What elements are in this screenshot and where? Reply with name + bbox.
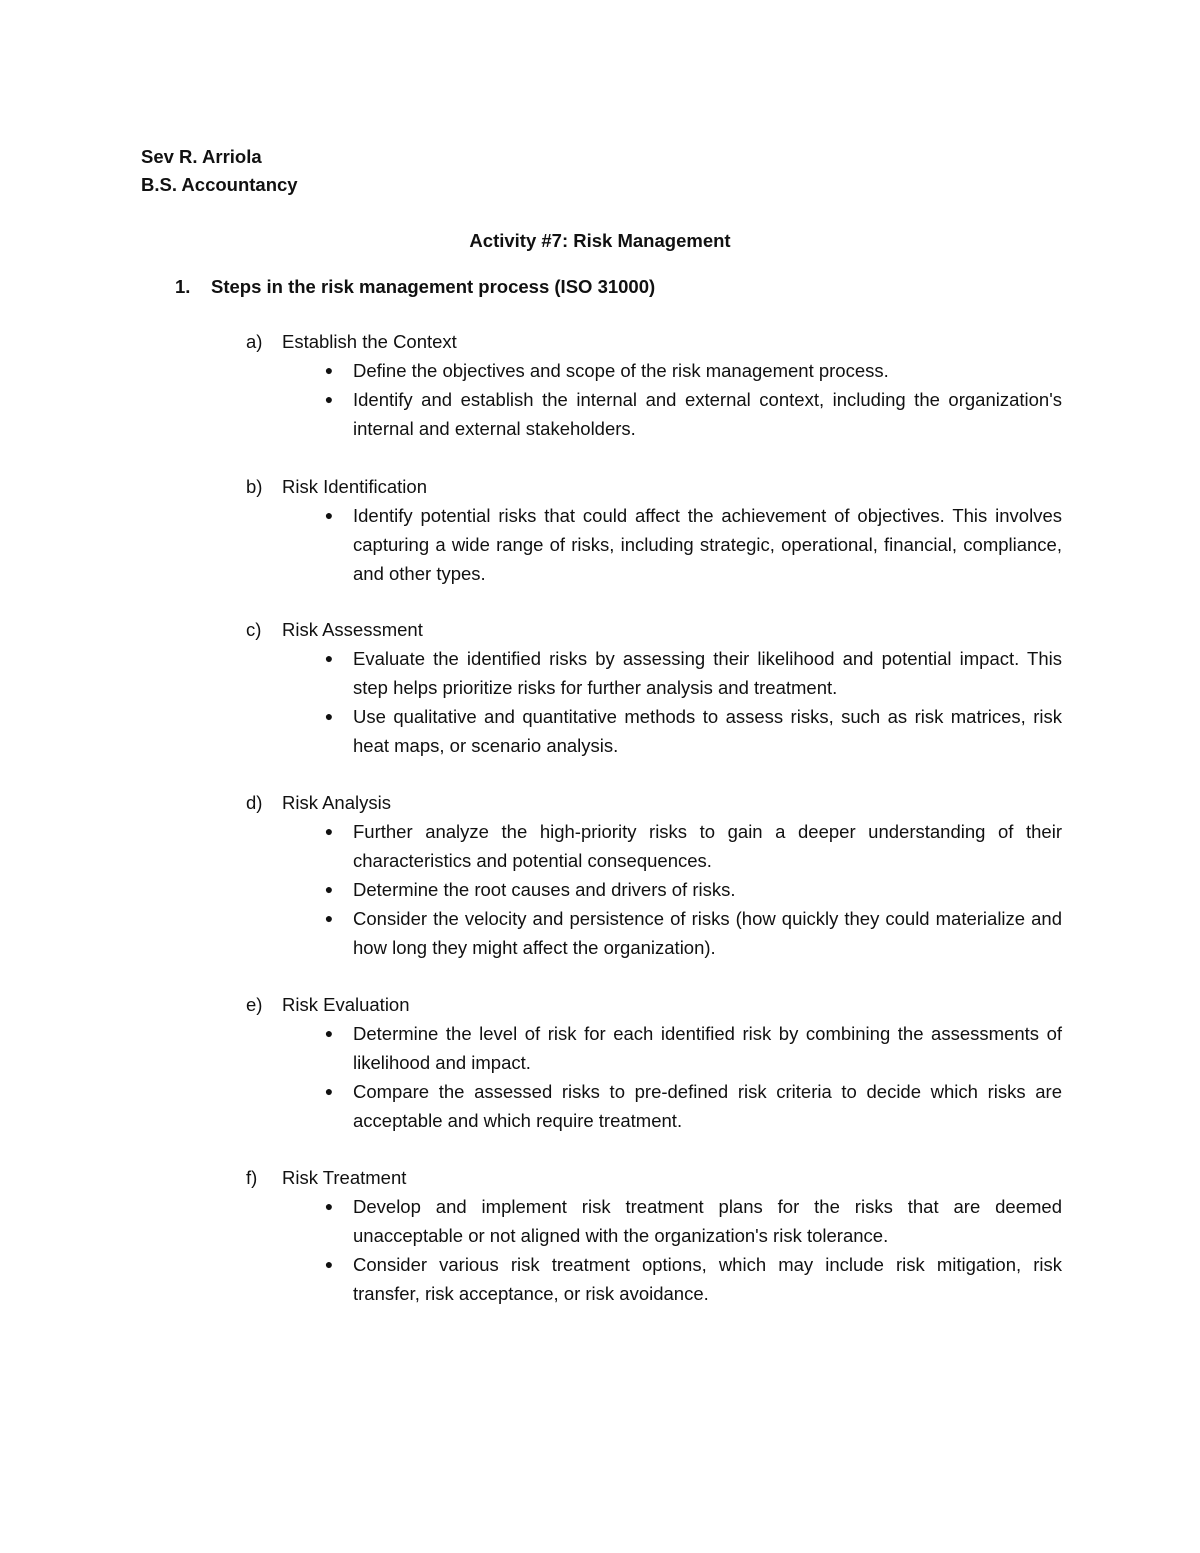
- list-item: [246, 904, 1062, 962]
- list-item: [246, 1077, 1062, 1135]
- question-number: 1.: [175, 276, 191, 297]
- bullet-text: Evaluate the identified risks by assessing their likelihood and potential impact. This step helps prioritize risks for further analysis and treatment.: [353, 648, 1062, 698]
- bullet-list: [246, 817, 1062, 962]
- step-heading: [246, 327, 1062, 356]
- bullet-icon: ●: [324, 650, 334, 666]
- bullet-icon: ●: [324, 1083, 334, 1099]
- bullet-text: Determine the root causes and drivers of risks.: [353, 879, 736, 900]
- step-title: Risk Treatment: [282, 1167, 407, 1188]
- bullet-list: [246, 356, 1062, 443]
- bullet-icon: ●: [324, 1198, 334, 1214]
- step-title: Risk Evaluation: [282, 994, 410, 1015]
- bullet-text: Consider the velocity and persistence of risks (how quickly they could materialize and how long they might affect the organization).: [353, 908, 1062, 958]
- step-title: Establish the Context: [282, 331, 457, 352]
- list-item: [246, 644, 1062, 702]
- author-name: Sev R. Arriola: [141, 146, 262, 167]
- question-text: Steps in the risk management process (ISO 31000): [211, 276, 656, 297]
- step-letter: c): [246, 619, 262, 640]
- question-heading: [175, 274, 655, 300]
- bullet-text: Compare the assessed risks to pre-defined risk criteria to decide which risks are acceptable and which require treatment.: [353, 1081, 1062, 1131]
- list-item: [246, 1192, 1062, 1250]
- bullet-list: [246, 501, 1062, 588]
- bullet-text: Use qualitative and quantitative methods to assess risks, such as risk matrices, risk heat maps, or scenario analysis.: [353, 706, 1062, 756]
- document-title: Activity #7: Risk Management: [469, 230, 731, 251]
- bullet-icon: ●: [324, 708, 334, 724]
- bullet-list: [246, 1192, 1062, 1308]
- list-item: [246, 1019, 1062, 1077]
- bullet-text: Further analyze the high-priority risks to gain a deeper understanding of their characteristics and potential consequences.: [353, 821, 1062, 871]
- step-title: Risk Assessment: [282, 619, 423, 640]
- bullet-icon: ●: [324, 1256, 334, 1272]
- step-risk-identification: [246, 472, 1062, 588]
- author-program: B.S. Accountancy: [141, 174, 298, 195]
- bullet-text: Define the objectives and scope of the risk management process.: [353, 360, 889, 381]
- bullet-list: [246, 1019, 1062, 1135]
- step-risk-assessment: [246, 615, 1062, 760]
- list-item: [246, 501, 1062, 588]
- bullet-icon: ●: [324, 881, 334, 897]
- bullet-icon: ●: [324, 823, 334, 839]
- list-item: [246, 1250, 1062, 1308]
- step-risk-treatment: [246, 1163, 1062, 1308]
- bullet-icon: ●: [324, 507, 334, 523]
- bullet-icon: ●: [324, 391, 334, 407]
- list-item: [246, 875, 1062, 904]
- step-heading: [246, 615, 1062, 644]
- step-heading: [246, 788, 1062, 817]
- list-item: [246, 385, 1062, 443]
- list-item: [246, 356, 1062, 385]
- bullet-text: Determine the level of risk for each identified risk by combining the assessments of likelihood and impact.: [353, 1023, 1062, 1073]
- step-risk-analysis: [246, 788, 1062, 962]
- step-letter: d): [246, 792, 263, 813]
- list-item: [246, 817, 1062, 875]
- step-establish-context: [246, 327, 1062, 443]
- step-heading: [246, 990, 1062, 1019]
- step-heading: [246, 472, 1062, 501]
- bullet-list: [246, 644, 1062, 760]
- step-letter: f): [246, 1167, 258, 1188]
- step-letter: b): [246, 476, 263, 497]
- bullet-icon: ●: [324, 362, 334, 378]
- step-title: Risk Analysis: [282, 792, 391, 813]
- step-letter: a): [246, 331, 263, 352]
- bullet-icon: ●: [324, 1025, 334, 1041]
- bullet-text: Identify and establish the internal and external context, including the organization's internal and external stakeholders.: [353, 389, 1062, 439]
- bullet-text: Identify potential risks that could affect the achievement of objectives. This involves capturing a wide range of risks, including strategic, operational, financial, compliance, and other types.: [353, 505, 1062, 584]
- bullet-text: Develop and implement risk treatment plans for the risks that are deemed unacceptable or not aligned with the organization's risk tolerance.: [353, 1196, 1062, 1246]
- bullet-icon: ●: [324, 910, 334, 926]
- step-letter: e): [246, 994, 263, 1015]
- bullet-text: Consider various risk treatment options, which may include risk mitigation, risk transfer, risk acceptance, or risk avoidance.: [353, 1254, 1062, 1304]
- list-item: [246, 702, 1062, 760]
- step-heading: [246, 1163, 1062, 1192]
- step-risk-evaluation: [246, 990, 1062, 1135]
- step-title: Risk Identification: [282, 476, 427, 497]
